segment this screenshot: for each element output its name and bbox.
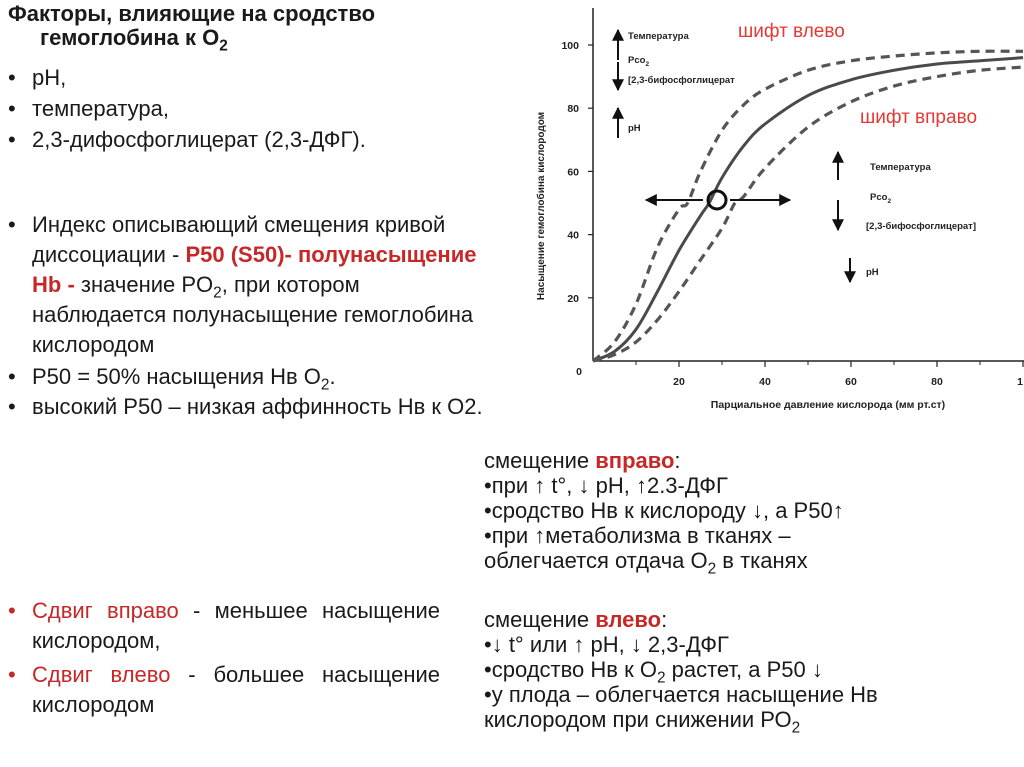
x-tick-label: 40 xyxy=(759,376,771,388)
lower-pco2-label: Pco$_2$ xyxy=(870,192,892,205)
y-tick-label: 80 xyxy=(567,103,579,116)
left-shift-header: смещение влево: xyxy=(484,607,668,632)
lower-legend xyxy=(838,152,976,282)
oxygen-dissociation-chart xyxy=(508,0,1024,440)
right-shift-line-1: •при ↑ t°, ↓ рН, ↑2.3-ДФГ xyxy=(484,473,728,498)
right-shift-block xyxy=(484,448,1024,578)
p50-equals: • Р50 = 50% насыщения Нв $О_2$. xyxy=(0,362,500,392)
right-shift-line-2: •сродство Нв к кислороду ↓, а Р50↑ xyxy=(484,498,844,523)
x-axis-label: Парциальное давление кислорода (мм рт.ст) xyxy=(710,399,946,411)
y-axis-label: Насыщение гемоглобина кислородом xyxy=(536,111,547,301)
lower-ph-label: pH xyxy=(866,267,879,278)
left-shift-line-1: •↓ t° или ↑ рН, ↓ 2,3-ДФГ xyxy=(484,632,729,657)
shift-left-annotation: шифт влево xyxy=(738,21,845,42)
lower-dpg-label: [2,3-бифосфоглицерат] xyxy=(866,221,977,232)
factor-ph: • рН, xyxy=(0,62,510,93)
lower-temp-label: Температура xyxy=(870,162,931,173)
y-tick-label: 100 xyxy=(561,40,579,52)
right-shift-header: смещение вправо: xyxy=(484,448,681,473)
upper-temp-label: Температура xyxy=(628,31,689,42)
upper-ph-label: pH xyxy=(628,123,641,134)
x-tick-label: 60 xyxy=(845,376,857,388)
shift-right-annotation: шифт вправо xyxy=(860,107,978,128)
x-tick-label: 80 xyxy=(931,376,943,388)
shift-list xyxy=(0,596,440,720)
factor-temperature: • температура, xyxy=(0,93,510,124)
left-shift-line-3: •у плода – облегчается насыщение Нв xyxy=(484,682,878,707)
shift-left-item: • Сдвиг влево - большее насыщение кислородом xyxy=(0,660,440,720)
x-tick-label: 1 xyxy=(1017,376,1023,388)
p50-list xyxy=(0,210,500,422)
factor-list xyxy=(0,62,510,155)
right-shift-line-4: облегчается отдача $О_2$ в тканях xyxy=(484,548,808,578)
y-tick-label: 60 xyxy=(567,166,579,179)
upper-legend xyxy=(618,30,735,138)
left-shift-line-2: •сродство Нв к $О_2$ растет, а Р50 ↓ xyxy=(484,657,823,687)
left-shift-block xyxy=(484,607,1024,737)
high-p50: • высокий Р50 – низкая аффинность Нв к О2. xyxy=(0,392,500,422)
left-shift-line-4: кислородом при снижении $РО_2$ xyxy=(484,707,801,737)
y-tick-label: 20 xyxy=(567,292,579,305)
p50-definition: • Индекс описывающий смещения кривой диссоциации - Р50 (S50)- полунасыщение Hb - значение $PO_2$, при котором наблюдается полунасыщение гемоглобина кислородом xyxy=(0,210,500,360)
page-title xyxy=(8,1,508,55)
upper-dpg-label: [2,3-бифосфоглицерат xyxy=(628,75,735,86)
left-shift-curve xyxy=(593,51,1023,361)
factor-dpg: • 2,3-дифосфоглицерат (2,3-ДФГ). xyxy=(0,124,510,155)
normal-curve xyxy=(593,58,1023,361)
title-line-1: Факторы, влияющие на сродство xyxy=(8,1,376,26)
x-tick-label: 0 xyxy=(576,366,582,378)
title-line-2: гемоглобина к $О_2$ xyxy=(40,25,228,55)
upper-pco2-label: Pco$_2$ xyxy=(628,55,650,68)
right-shift-line-3: •при ↑метаболизма в тканях – xyxy=(484,523,791,548)
shift-right-item: • Сдвиг вправо - меньшее насыщение кислородом, xyxy=(0,596,440,656)
x-tick-label: 20 xyxy=(673,376,685,388)
y-tick-label: 40 xyxy=(567,229,579,242)
